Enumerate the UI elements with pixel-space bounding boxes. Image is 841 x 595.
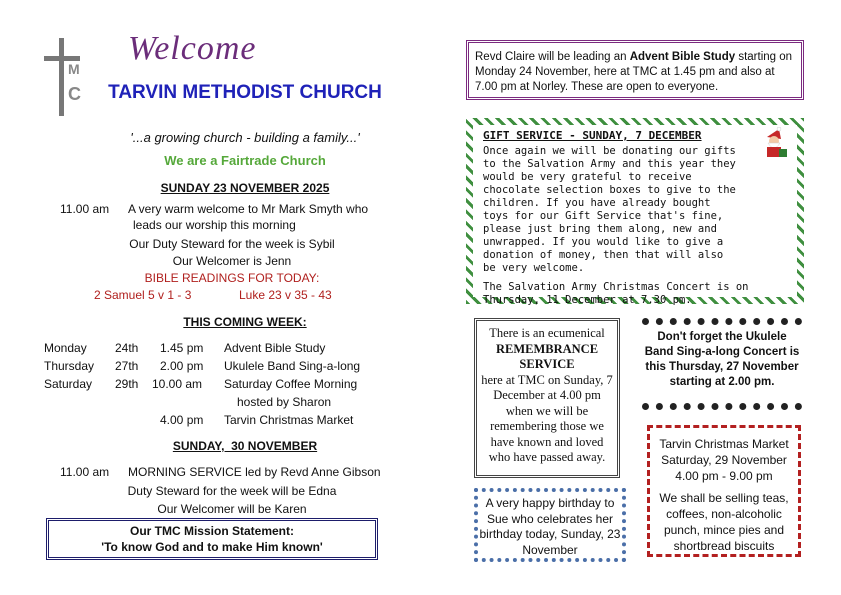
mission-title: Our TMC Mission Statement:: [129, 524, 294, 538]
week-event: Tarvin Christmas Market: [224, 413, 354, 427]
readings-heading: BIBLE READINGS FOR TODAY:: [144, 271, 320, 285]
mission-statement-box: [46, 518, 378, 560]
week-date: 29th: [115, 377, 139, 391]
ukulele-text: Don't forget the Ukulele Band Sing-a-long Concert is this Thursday, 27 November starting at 2.00 pm.: [644, 331, 800, 388]
week-event: Saturday Coffee Morning: [224, 377, 358, 391]
market-title: Tarvin Christmas Market: [659, 437, 789, 451]
gift-service-box: [466, 118, 804, 304]
fairtrade-statement: We are a Fairtrade Church: [164, 153, 326, 168]
week-date: 24th: [115, 341, 139, 355]
reading-2: Luke 23 v 35 - 43: [239, 288, 332, 302]
week-date: 27th: [115, 359, 139, 373]
sunday2-service: MORNING SERVICE led by Revd Anne Gibson: [128, 465, 381, 479]
svg-text:C: C: [68, 84, 81, 104]
reading-1: 2 Samuel 5 v 1 - 3: [94, 288, 192, 302]
sunday1-heading: SUNDAY 23 NOVEMBER 2025: [160, 181, 330, 195]
week-event: Advent Bible Study: [224, 341, 326, 355]
left-page: [0, 0, 420, 595]
gift-service-body: Once again we will be donating our gifts to the Salvation Army and this year they would be very grateful to receive chocolate selection boxes to give to the children. If you have already bought toys for our Gift Service that's fine, please just bring them along, new and unwrapped. If you would like to give a donation of money, then that will also be very welcome.: [483, 145, 736, 274]
advent-bible-study-box: [466, 40, 804, 100]
svg-text:M: M: [68, 61, 80, 77]
sunday1-welcomer: Our Welcomer is Jenn: [172, 254, 292, 268]
church-logo: [42, 38, 90, 118]
tagline: '...a growing church - building a family...': [130, 130, 360, 145]
welcome-banner: Welcome: [128, 30, 257, 67]
concert-notice: The Salvation Army Christmas Concert is on Thursday, 11 December at 7.30 pm.: [483, 281, 749, 306]
advent-text-2: starting on Monday 24 November, here at TMC at 1.45 pm and also at 7.00 pm at Norley. These are open to everyone.: [475, 51, 793, 93]
sunday2-heading: SUNDAY, 30 NOVEMBER: [172, 439, 318, 453]
week-time: 1.45 pm: [160, 341, 204, 355]
week-day: Thursday: [44, 359, 95, 373]
mission-text: 'To know God and to make Him known': [101, 540, 323, 554]
sunday1-line1: A very warm welcome to Mr Mark Smyth who: [128, 202, 369, 216]
advent-text-1: Revd Claire will be leading an: [475, 51, 630, 63]
sunday2-welcomer: Our Welcomer will be Karen: [157, 502, 307, 516]
market-date: Saturday, 29 November: [661, 453, 787, 467]
week-time: 10.00 am: [152, 377, 203, 391]
santa-icon: [759, 127, 789, 159]
service-heading: SERVICE: [519, 357, 575, 371]
week-row: [44, 413, 404, 430]
remembrance-body: here at TMC on Sunday, 7 December at 4.00 pm when we will be remembering those we have known and loved who have passed away.: [481, 372, 613, 464]
week-row: [44, 377, 404, 394]
week-event: hosted by Sharon: [237, 395, 332, 409]
week-day: Saturday: [44, 377, 93, 391]
week-event: Ukulele Band Sing-a-long: [224, 359, 361, 373]
remembrance-box: [474, 318, 620, 478]
birthday-box: [474, 488, 626, 562]
week-day: Monday: [44, 341, 87, 355]
church-title: TARVIN METHODIST CHURCH: [108, 82, 382, 103]
week-row: [44, 395, 404, 412]
remembrance-line1: There is an ecumenical: [489, 326, 605, 340]
gift-service-title: GIFT SERVICE - SUNDAY, 7 DECEMBER: [483, 129, 702, 142]
sunday2-time: 11.00 am: [60, 465, 110, 479]
ukulele-concert-box: [642, 318, 802, 410]
sunday1-time: 11.00 am: [60, 202, 110, 216]
week-time: 2.00 pm: [160, 359, 204, 373]
sunday2-steward: Duty Steward for the week will be Edna: [127, 484, 337, 498]
week-time: 4.00 pm: [160, 413, 204, 427]
sunday1-steward: Our Duty Steward for the week is Sybil: [129, 237, 335, 251]
week-row: [44, 359, 404, 376]
week-row: [44, 341, 404, 358]
market-time: 4.00 pm - 9.00 pm: [675, 469, 773, 483]
birthday-text: A very happy birthday to Sue who celebrates her birthday today, Sunday, 23 November: [479, 496, 621, 557]
advent-bold: Advent Bible Study: [629, 51, 736, 63]
christmas-market-box: [647, 425, 801, 557]
sunday1-line2: leads our worship this morning: [133, 218, 296, 232]
market-selling: We shall be selling teas, coffees, non-alcoholic punch, mince pies and shortbread biscuits: [659, 491, 789, 553]
week-heading: THIS COMING WEEK:: [183, 315, 307, 329]
remembrance-heading: REMEMBRANCE: [495, 341, 599, 356]
